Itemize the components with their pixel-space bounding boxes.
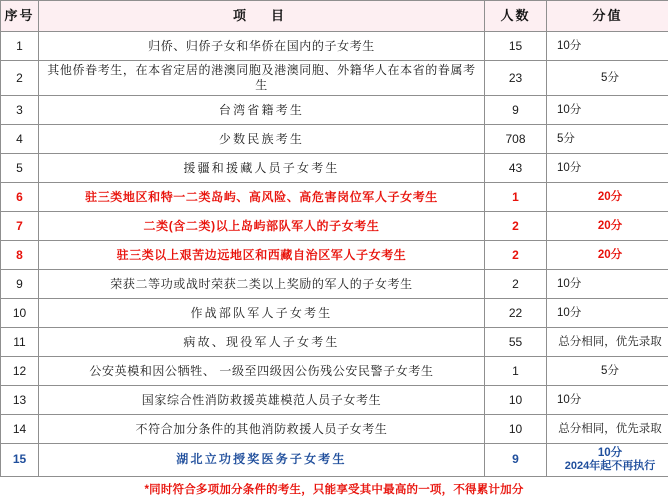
row-count: 43	[485, 154, 547, 183]
row-index: 10	[1, 299, 39, 328]
row-count: 2	[485, 270, 547, 299]
row-count: 1	[485, 357, 547, 386]
table-row	[1, 444, 668, 477]
column-header-item: 项 目	[39, 1, 485, 32]
row-index: 7	[1, 212, 39, 241]
table-head	[1, 1, 668, 32]
row-score: 10分	[547, 32, 668, 61]
table-row	[1, 125, 668, 154]
table-row	[1, 299, 668, 328]
table-row	[1, 183, 668, 212]
table-row	[1, 241, 668, 270]
row-count: 15	[485, 32, 547, 61]
row-count: 55	[485, 328, 547, 357]
table-row	[1, 357, 668, 386]
footnote: *同时符合多项加分条件的考生，只能享受其中最高的一项，不得累计加分	[0, 477, 668, 497]
row-score: 5分	[547, 125, 668, 154]
column-header-no: 序号	[1, 1, 39, 32]
row-count: 2	[485, 212, 547, 241]
column-header-num: 人数	[485, 1, 547, 32]
table-row	[1, 61, 668, 96]
row-index: 5	[1, 154, 39, 183]
row-index: 12	[1, 357, 39, 386]
row-count: 10	[485, 386, 547, 415]
row-index: 2	[1, 61, 39, 96]
row-count: 23	[485, 61, 547, 96]
row-score: 10分	[547, 299, 668, 328]
row-item-label: 驻三类地区和特一二类岛屿、高风险、高危害岗位军人子女考生	[39, 183, 485, 212]
row-index: 6	[1, 183, 39, 212]
table-row	[1, 328, 668, 357]
row-count: 22	[485, 299, 547, 328]
row-count: 9	[485, 96, 547, 125]
row-index: 14	[1, 415, 39, 444]
row-score: 5分	[547, 357, 668, 386]
row-score: 10分	[547, 154, 668, 183]
row-item-label: 驻三类以上艰苦边远地区和西藏自治区军人子女考生	[39, 241, 485, 270]
table-row	[1, 154, 668, 183]
row-item-label: 其他侨眷考生，在本省定居的港澳同胞及港澳同胞、外籍华人在本省的眷属考生	[39, 61, 485, 96]
row-item-label: 归侨、归侨子女和华侨在国内的子女考生	[39, 32, 485, 61]
row-item-label: 病故、现役军人子女考生	[39, 328, 485, 357]
row-score-note: 2024年起不再执行	[555, 460, 665, 473]
row-index: 15	[1, 444, 39, 477]
row-item-label: 作战部队军人子女考生	[39, 299, 485, 328]
table-row	[1, 270, 668, 299]
row-score: 20分	[547, 212, 668, 241]
row-count: 1	[485, 183, 547, 212]
row-item-label: 少数民族考生	[39, 125, 485, 154]
table-body	[1, 32, 668, 477]
row-index: 9	[1, 270, 39, 299]
table-row	[1, 32, 668, 61]
row-item-label: 台湾省籍考生	[39, 96, 485, 125]
row-score: 10分	[547, 386, 668, 415]
row-score: 总分相同，优先录取	[547, 415, 668, 444]
row-count: 9	[485, 444, 547, 477]
row-index: 13	[1, 386, 39, 415]
column-header-score: 分值	[547, 1, 668, 32]
row-score: 5分	[547, 61, 668, 96]
row-index: 11	[1, 328, 39, 357]
row-item-label: 公安英模和因公牺牲、 一级至四级因公伤残公安民警子女考生	[39, 357, 485, 386]
row-index: 4	[1, 125, 39, 154]
row-score	[547, 444, 668, 477]
table-row	[1, 415, 668, 444]
row-score: 总分相同，优先录取	[547, 328, 668, 357]
table-row	[1, 386, 668, 415]
row-index: 1	[1, 32, 39, 61]
table-row	[1, 96, 668, 125]
table-row	[1, 212, 668, 241]
row-item-label: 援疆和援藏人员子女考生	[39, 154, 485, 183]
header-row	[1, 1, 668, 32]
row-item-label: 荣获二等功或战时荣获二类以上奖励的军人的子女考生	[39, 270, 485, 299]
row-score: 10分	[547, 270, 668, 299]
row-score-value: 10分	[555, 446, 665, 460]
row-item-label: 不符合加分条件的其他消防救援人员子女考生	[39, 415, 485, 444]
row-item-label: 国家综合性消防救援英雄模范人员子女考生	[39, 386, 485, 415]
row-score: 20分	[547, 183, 668, 212]
row-score: 10分	[547, 96, 668, 125]
row-item-label: 二类(含二类)以上岛屿部队军人的子女考生	[39, 212, 485, 241]
row-index: 3	[1, 96, 39, 125]
row-count: 2	[485, 241, 547, 270]
row-count: 708	[485, 125, 547, 154]
row-item-label: 湖北立功授奖医务子女考生	[39, 444, 485, 477]
row-index: 8	[1, 241, 39, 270]
row-count: 10	[485, 415, 547, 444]
row-score: 20分	[547, 241, 668, 270]
